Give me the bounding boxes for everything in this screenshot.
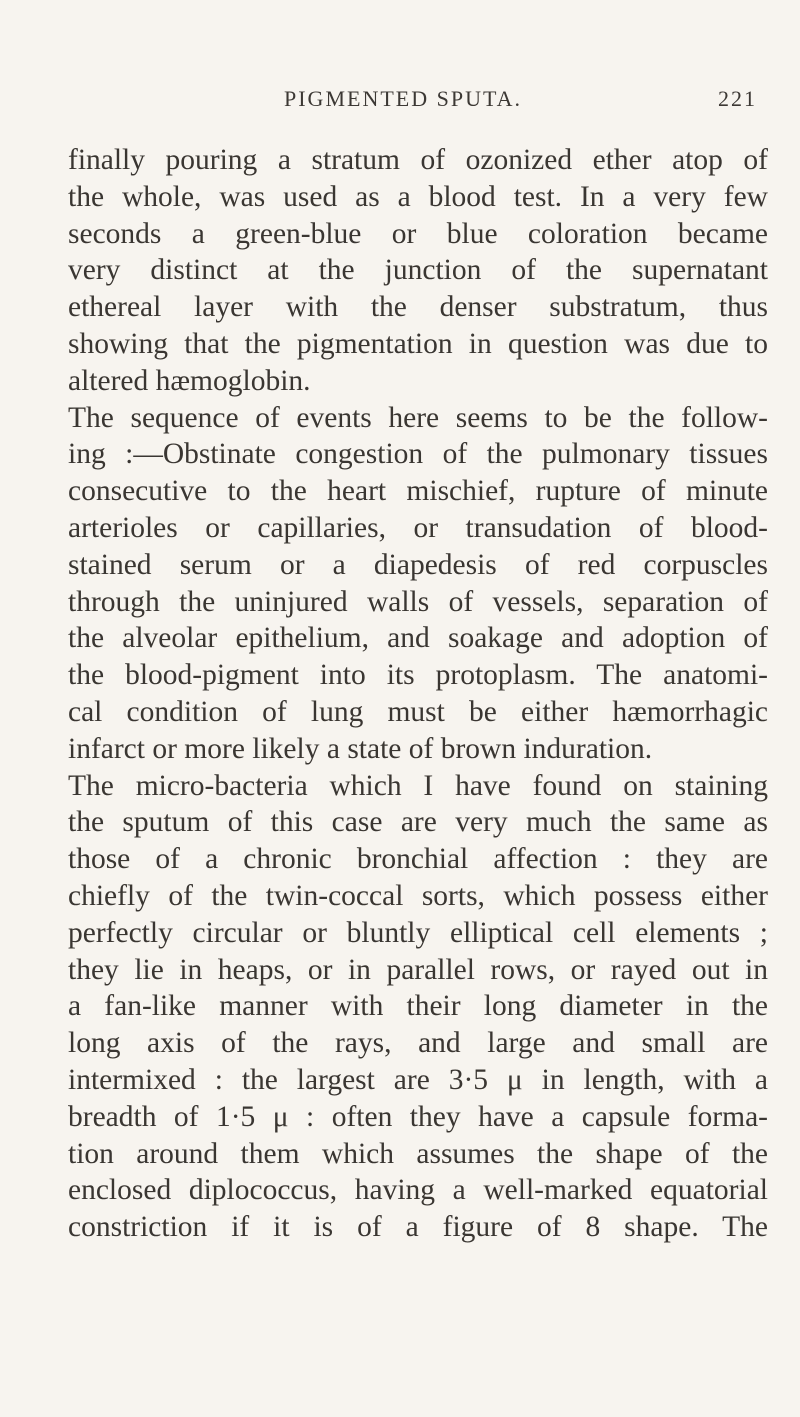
running-head <box>0 86 800 116</box>
page-number: 221 <box>718 86 757 111</box>
text-line: the alveolar epithelium, and soakage and adoption of <box>68 622 768 655</box>
text-line: showing that the pigmentation in question was due to <box>68 327 768 360</box>
text-line: altered hæmoglobin. <box>68 364 311 397</box>
paragraph-1 <box>68 142 768 400</box>
text-line: perfectly circular or bluntly elliptical cell elements ; <box>68 916 768 949</box>
text-line: the sputum of this case are very much the same as <box>68 806 768 839</box>
text-line: consecutive to the heart mischief, rupture of minute <box>68 475 768 508</box>
text-line: enclosed diplococcus, having a well-marked equatorial <box>68 1174 768 1207</box>
text-line: breadth of 1·5 μ : often they have a capsule forma- <box>68 1100 768 1133</box>
text-line: stained serum or a diapedesis of red corpuscles <box>68 548 768 581</box>
text-line: long axis of the rays, and large and small are <box>68 1027 768 1060</box>
text-line: ing :—Obstinate congestion of the pulmonary tissues <box>68 438 768 471</box>
text-line: infarct or more likely a state of brown induration. <box>68 732 653 765</box>
text-line: intermixed : the largest are 3·5 μ in length, with a <box>68 1063 768 1096</box>
text-line: they lie in heaps, or in parallel rows, or rayed out in <box>68 953 768 986</box>
paragraph-2 <box>68 400 768 768</box>
text-line: the whole, was used as a blood test. In a very few <box>68 180 768 213</box>
text-line: the blood-pigment into its protoplasm. The anatomi- <box>68 659 768 692</box>
text-line: those of a chronic bronchial affection : they are <box>68 843 768 876</box>
text-line: constriction if it is of a figure of 8 shape. The <box>68 1211 768 1244</box>
paragraph-3 <box>68 768 768 1246</box>
text-line: finally pouring a stratum of ozonized ether atop of <box>68 144 768 176</box>
text-line: through the uninjured walls of vessels, separation of <box>68 585 768 618</box>
text-line: seconds a green-blue or blue coloration became <box>68 217 768 250</box>
text-line: ethereal layer with the denser substratum, thus <box>68 291 768 324</box>
text-line: tion around them which assumes the shape of the <box>68 1137 768 1170</box>
text-line: a fan-like manner with their long diameter in the <box>68 990 768 1023</box>
text-line: arterioles or capillaries, or transudation of blood- <box>68 511 768 544</box>
text-line: cal condition of lung must be either hæmorrhagic <box>68 695 768 728</box>
text-line: The sequence of events here seems to be the follow- <box>68 401 768 434</box>
text-line: very distinct at the junction of the supernatant <box>68 254 768 287</box>
running-title: PIGMENTED SPUTA. <box>284 86 523 111</box>
text-line: chiefly of the twin-coccal sorts, which possess either <box>68 879 768 912</box>
body-text <box>68 142 768 1246</box>
text-line: The micro-bacteria which I have found on staining <box>68 769 768 802</box>
